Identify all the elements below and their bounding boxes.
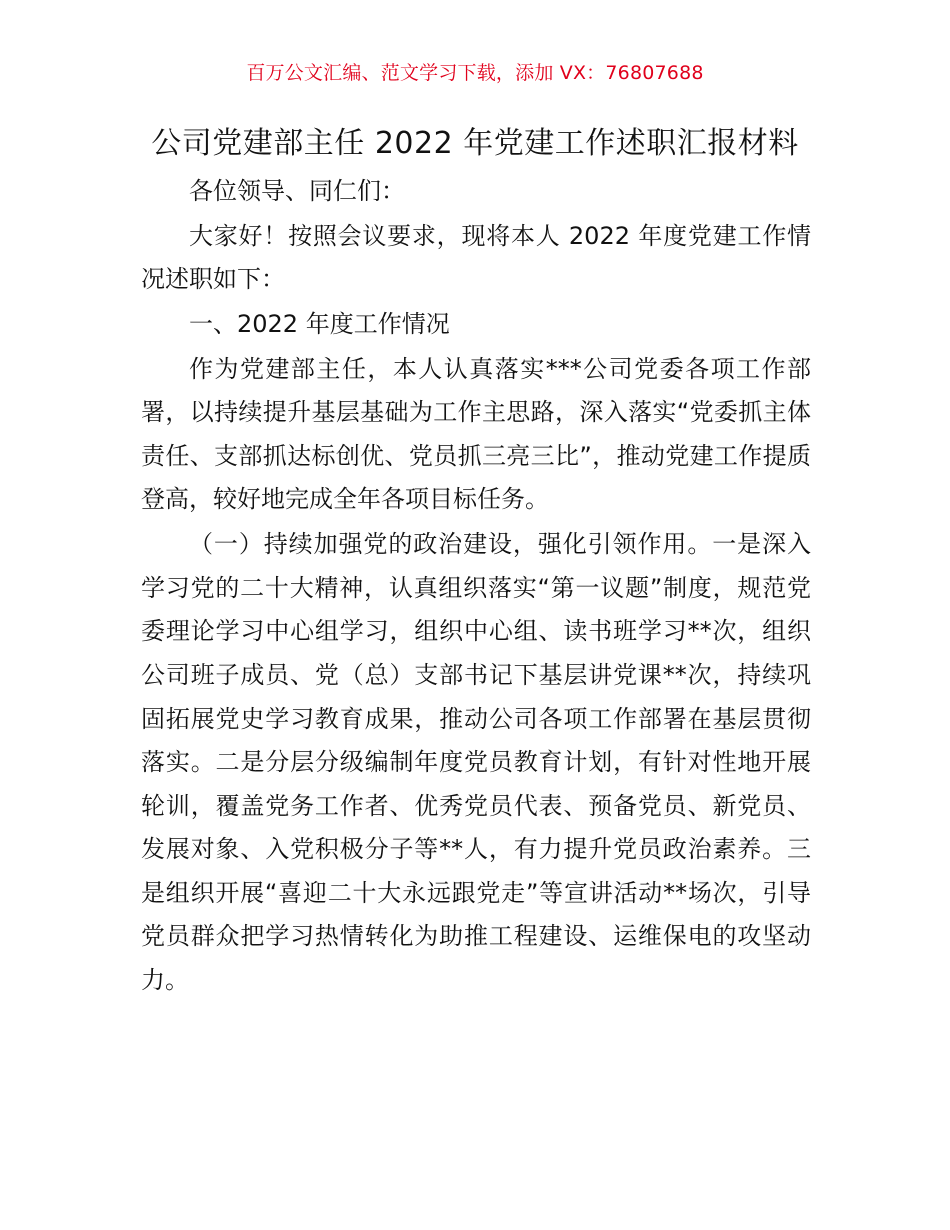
document-body — [141, 170, 811, 1004]
overview-paragraph: 作为党建部主任，本人认真落实***公司党委各项工作部署，以持续提升基层基础为工作主思路，深入落实“党委抓主体责任、支部抓达标创优、党员抓三亮三比”，推动党建工作提质登高，较好地完成全年各项目标任务。 — [141, 354, 811, 514]
section-heading: 一、2022 年度工作情况 — [189, 309, 450, 338]
document-title: 公司党建部主任 2022 年党建工作述职汇报材料 — [151, 126, 799, 161]
political-building-paragraph: （一）持续加强党的政治建设，强化引领作用。一是深入学习党的二十大精神，认真组织落实“第一议题”制度，规范党委理论学习中心组学习，组织中心组、读书班学习**次，组织公司班子成员、党（总）支部书记下基层讲党课**次，持续巩固拓展党史学习教育成果，推动公司各项工作部署在基层贯彻落实。二是分层分级编制年度党员教育计划，有针对性地开展轮训，覆盖党务工作者、优秀党员代表、预备党员、新党员、发展对象、入党积极分子等**人，有力提升党员政治素养。三是组织开展“喜迎二十大永远跟党走”等宣讲活动**场次，引导党员群众把学习热情转化为助推工程建设、运维保电的攻坚动力。 — [141, 530, 811, 995]
opening-paragraph: 大家好！按照会议要求，现将本人 2022 年度党建工作情况述职如下： — [141, 221, 811, 294]
watermark-header: 百万公文汇编、范文学习下载，添加 VX：76807688 — [246, 62, 704, 84]
salutation-paragraph: 各位领导、同仁们： — [189, 177, 405, 205]
